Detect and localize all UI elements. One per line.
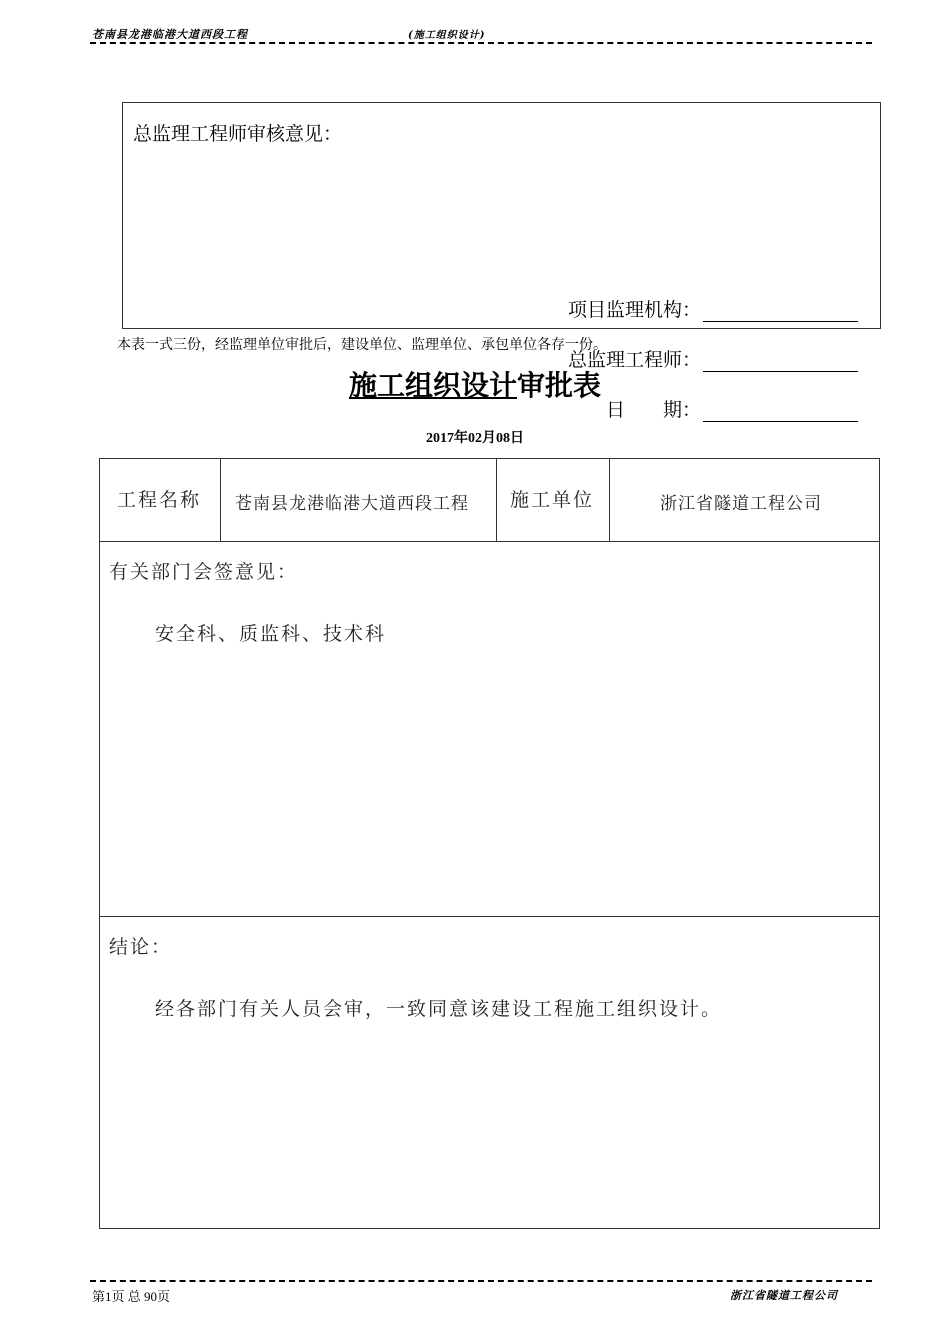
footer-company: 浙江省隧道工程公司 bbox=[730, 1289, 838, 1302]
form-title bbox=[0, 364, 950, 404]
table-divider bbox=[100, 916, 879, 917]
page-info: 第1页 总 90页 bbox=[92, 1289, 171, 1304]
table-divider bbox=[609, 459, 610, 541]
approval-table bbox=[99, 458, 880, 1229]
conclusion-value: 经各部门有关人员会审，一致同意该建设工程施工组织设计。 bbox=[155, 998, 723, 1020]
table-divider bbox=[496, 459, 497, 541]
dept-opinion-label: 有关部门会签意见： bbox=[109, 561, 299, 583]
review-box-title: 总监理工程师审核意见： bbox=[133, 123, 343, 145]
dept-opinion-value: 安全科、质监科、技术科 bbox=[155, 623, 387, 645]
footer-divider bbox=[90, 1280, 872, 1282]
chief-engineer-label: 总监理工程师： bbox=[567, 349, 701, 371]
contractor-label: 施工单位 bbox=[510, 489, 595, 511]
project-name-label: 工程名称 bbox=[117, 489, 202, 511]
contractor-value: 浙江省隧道工程公司 bbox=[660, 494, 822, 514]
supervision-org-blank[interactable] bbox=[703, 299, 858, 322]
conclusion-label: 结论： bbox=[109, 936, 173, 958]
form-date: 2017年02月08日 bbox=[426, 431, 524, 446]
header-project-name: 苍南县龙港临港大道西段工程 bbox=[92, 28, 248, 41]
supervision-org-label: 项目监理机构： bbox=[567, 299, 701, 321]
project-name-value: 苍南县龙港临港大道西段工程 bbox=[235, 494, 469, 514]
form-title-underlined: 施工组织设计 bbox=[348, 369, 517, 402]
header-divider bbox=[90, 42, 872, 44]
form-title-rest: 审批表 bbox=[517, 369, 602, 402]
copies-note: 本表一式三份，经监理单位审批后，建设单位、监理单位、承包单位各存一份。 bbox=[117, 338, 607, 353]
table-divider bbox=[100, 541, 879, 542]
review-date-label: 日 期： bbox=[605, 399, 701, 421]
supervision-org-row bbox=[568, 295, 858, 322]
table-divider bbox=[220, 459, 221, 541]
header-doc-type: (施工组织设计) bbox=[408, 30, 486, 41]
